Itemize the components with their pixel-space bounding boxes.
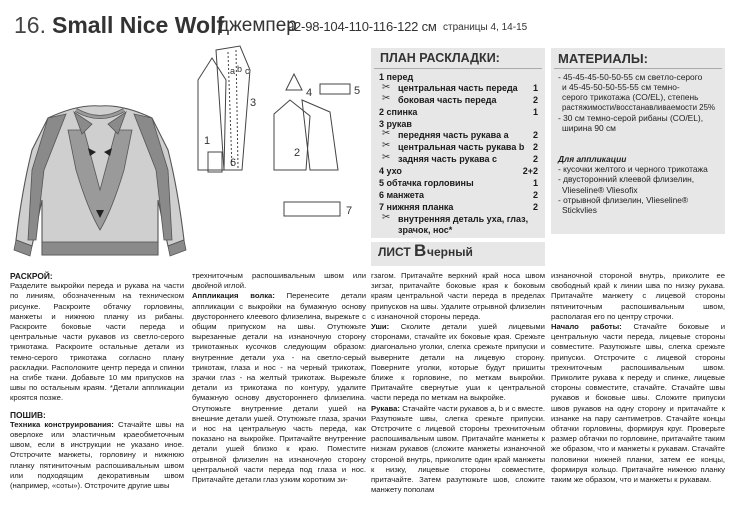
applique-line: - кусочки желтого и черного трикотажа (558, 164, 708, 175)
plan-item-5: 3 рукав (379, 119, 412, 129)
diagram-label-c: c (245, 66, 250, 76)
material-line: ширина 90 см (562, 123, 616, 134)
sweater-illustration (8, 90, 192, 270)
applique-line: Stickvlies (562, 205, 597, 216)
sleeves-text (371, 404, 545, 496)
plan-item-7: центральная часть рукава b (398, 142, 525, 152)
pattern-subtitle: джемпер (218, 15, 297, 36)
scissors-icon: ✂ (382, 82, 391, 93)
layout-plan-title: ПЛАН РАСКЛАДКИ: (380, 51, 500, 65)
plan-item-8-qty: 2 (532, 154, 538, 164)
plan-item-6-qty: 2 (532, 130, 538, 140)
plan-item-9: 4 ухо (379, 166, 402, 176)
sheet-letter: В (414, 241, 427, 260)
text-column-3 (371, 271, 545, 495)
plan-item-11: 6 манжета (379, 190, 425, 200)
ears-text (371, 322, 545, 404)
sleeves-body: Стачайте части рукавов а, b и с вместе. Разутюжьте швы, слегка срежьте припуски. Отстрочите с лицевой стороны трехниточным распошивальным швом. Притачайте манжеты к низкам рукавов (сложите манжеты изнаночной стороной внутрь, приколите один край манжеты к низку, лицевые стороны совместите, притачайте. Затем разутюжьте шов, сложите манжету пополам (371, 403, 545, 495)
plan-item-6: передняя часть рукава a (398, 130, 509, 140)
text-column-2 (192, 271, 366, 485)
diagram-label-2: 2 (294, 147, 301, 159)
sheet-prefix: ЛИСТ (378, 245, 411, 259)
applique-line: Vlieseline® Vliesofix (562, 184, 638, 195)
pattern-pieces-diagram (190, 40, 368, 240)
plan-item-9-qty: 2+2 (522, 166, 538, 176)
plan-item-13: внутренняя деталь уха, глаз, (398, 214, 529, 224)
text-column-4 (551, 271, 725, 485)
scissors-icon: ✂ (382, 212, 391, 223)
plan-item-11-qty: 2 (532, 190, 538, 200)
diagram-label-1: 1 (204, 135, 211, 147)
materials-divider (554, 68, 722, 69)
plan-item-14: зрачок, нос* (398, 225, 453, 235)
materials-list (558, 72, 724, 133)
diagram-label-7: 7 (346, 205, 353, 217)
sleeves-heading: Рукава: (371, 403, 400, 413)
pattern-title: Small Nice Wolf (52, 12, 225, 38)
start-work-body: Стачайте боковые и центральную части переда, лицевые стороны совместите. Разутюжьте швы, слегка срежьте припуски. Отстрочите с лицевой стороны трехниточным распошивальным швом. Приколите рукава к переду и спинке, лицевые стороны совместите, стачайте. Стачайте швы рукавов и боковые швы. Сложите припуски швов рукавов на одну сторону и притачайте к изнанке на пару сантиметров. Стачайте концы обтачки горловины, формируя круг. Проверьте размер обтачки по горловине, притачайте таким же образом, что и манжеты к рукавам. Стачайте половинки нижней планки, затем ее концы, формируя кольцо. Притачайте нижнюю планку таким же образом, что и манжеты к рукавам. (551, 322, 725, 485)
diagram-label-5: 5 (354, 85, 361, 97)
diagram-label-a: a (230, 66, 236, 76)
sewing-heading: ПОШИВ: (10, 409, 46, 420)
diagram-label-4: 4 (306, 87, 313, 99)
ears-body: Сколите детали ушей лицевыми сторонами, стачайте их боковые края. Срежьте диагонально уголки, слегка срежьте припуски и выверните детали на лицевую сторону. Поверните уголки, которые будут пришиты ближе к горловине, по меткам выкройки. Притачайте свернутые уши к центральной части переда по меткам на выкройке. (371, 322, 545, 403)
text-column-1 (10, 271, 184, 491)
material-line: серого трикотажа (CO/EL), степень (562, 92, 699, 103)
scissors-icon: ✂ (382, 140, 391, 151)
pattern-pages: страницы 4, 14-15 (443, 22, 528, 33)
col3-continuation: гзагом. Притачайте верхний край носа швом зигзаг, притачайте боковые края к боковым краям центральной части переда в пределах припусков на швы. Удалите отрывной флизелин с изнаночной стороны переда. (371, 271, 545, 321)
plan-item-8: задняя часть рукава c (398, 154, 498, 164)
plan-item-2-qty: 1 (532, 83, 538, 93)
ears-heading: Уши: (371, 322, 390, 332)
plan-item-10-qty: 1 (532, 178, 538, 188)
plan-item-12-qty: 2 (532, 202, 538, 212)
cutting-heading: РАСКРОЙ: (10, 271, 53, 281)
diagram-label-3: 3 (250, 97, 257, 109)
wolf-applique-text (192, 291, 366, 485)
material-line: и 45-45-50-50-55-55 см темно- (562, 82, 680, 93)
scissors-icon: ✂ (382, 128, 391, 139)
layout-plan-divider (374, 68, 542, 69)
pattern-number: 16. (14, 12, 46, 38)
col2-continuation: трехниточным распошивальным швом или двойной иглой. (192, 271, 366, 291)
plan-item-12: 7 нижняя планка (379, 202, 454, 212)
construction-body: Стачайте швы на оверлоке или эластичным краеобметочным швом, если в инструкции не указано иное. Отстрочите манжеты, горловину и нижнюю планку пятиниточным распошивальным швом или подходящим декоративным швом (например, «соты»). Отстрочите другие швы (10, 419, 184, 491)
materials-title: МАТЕРИАЛЫ: (558, 51, 648, 66)
plan-item-3-qty: 2 (532, 95, 538, 105)
cutting-text: Разделите выкройки переда и рукава на части по линиям, обозначенным на техническом рисунке. Раскроите обтачку горловины, манжеты и нижнюю планку из рибаны. Раскроите боковые части переда и центральные части рукавов из светло-серого трикотажа. Раскроите остальные детали из темно-серого трикотажа согласно плану раскладки. Расположите центр переда и спинки на сгибе ткани. Добавьте 10 мм припусков на швы по остальным краям. *Детали аппликации кроятся позже. (10, 281, 184, 403)
applique-line: - отрывной флизелин, Vlieseline® (558, 194, 689, 205)
scissors-icon: ✂ (382, 152, 391, 163)
wolf-applique-heading: Аппликация волка: (192, 291, 275, 301)
plan-item-1: 1 перед (379, 72, 414, 82)
col4-continuation: изнаночной стороной внутрь, приколите ее свободный край к линии шва по низку рукава. Притачайте манжету с лицевой стороны пятиниточным распошивальным швом, располагая его по центру строчки. (551, 271, 725, 321)
material-line: - 30 см темно-серой рибаны (CO/EL), (558, 112, 704, 123)
plan-item-4-qty: 1 (532, 107, 538, 117)
appliqué-materials (558, 154, 724, 215)
diagram-label-b: b (237, 64, 243, 74)
plan-item-4: 2 спинка (379, 107, 418, 117)
plan-item-3: боковая часть переда (398, 95, 497, 105)
wolf-applique-body: Перенесите детали аппликации с выкройки на бумажную основу двустороннего клеевого флизелина, вырежьте с общим припуском на швы. Отутюжьте вырезанные детали на изнаночную сторону трикотажных кусочков следующим образом: внутренние детали уха - на светло-серый трикотаж, глаза и нос - на черный трикотаж, зрачки глаз - на желтый трикотаж. Вырежьте детали из трикотажа по контуру, удалите бумажную основу двустороннего флизелина. Отутюжьте внутренние детали ушей на внешние детали ушей. Отутюжьте глаза, зрачки и нос на центральную часть переда, как показано на выкройке. Притачайте внутренние детали ушей близко к краю. Поместите отрывной флизелин на изнаночную сторону центральной части переда под глаза и нос. Притачайте детали глаз узким коротким зи- (192, 291, 367, 485)
pattern-sizes: 92-98-104-110-116-122 см (287, 19, 437, 34)
applique-title: Для аппликации (558, 154, 627, 164)
material-line: растяжимости/восстанавливаемости 25% (562, 102, 715, 112)
sheet-color: черный (427, 245, 473, 259)
diagram-label-6: 6 (230, 157, 237, 169)
start-work-text (551, 322, 725, 485)
material-line: - 45-45-45-50-50-55 см светло-серого (558, 72, 703, 82)
start-work-heading: Начало работы: (551, 322, 622, 332)
plan-item-10: 5 обтачка горловины (379, 178, 474, 188)
applique-line: - двусторонний клеевой флизелин, (558, 174, 695, 185)
plan-item-2: центральная часть переда (398, 83, 518, 93)
plan-item-7-qty: 2 (532, 142, 538, 152)
construction-heading: Техника конструирования: (10, 419, 114, 429)
construction-text (10, 420, 184, 491)
scissors-icon: ✂ (382, 93, 391, 104)
